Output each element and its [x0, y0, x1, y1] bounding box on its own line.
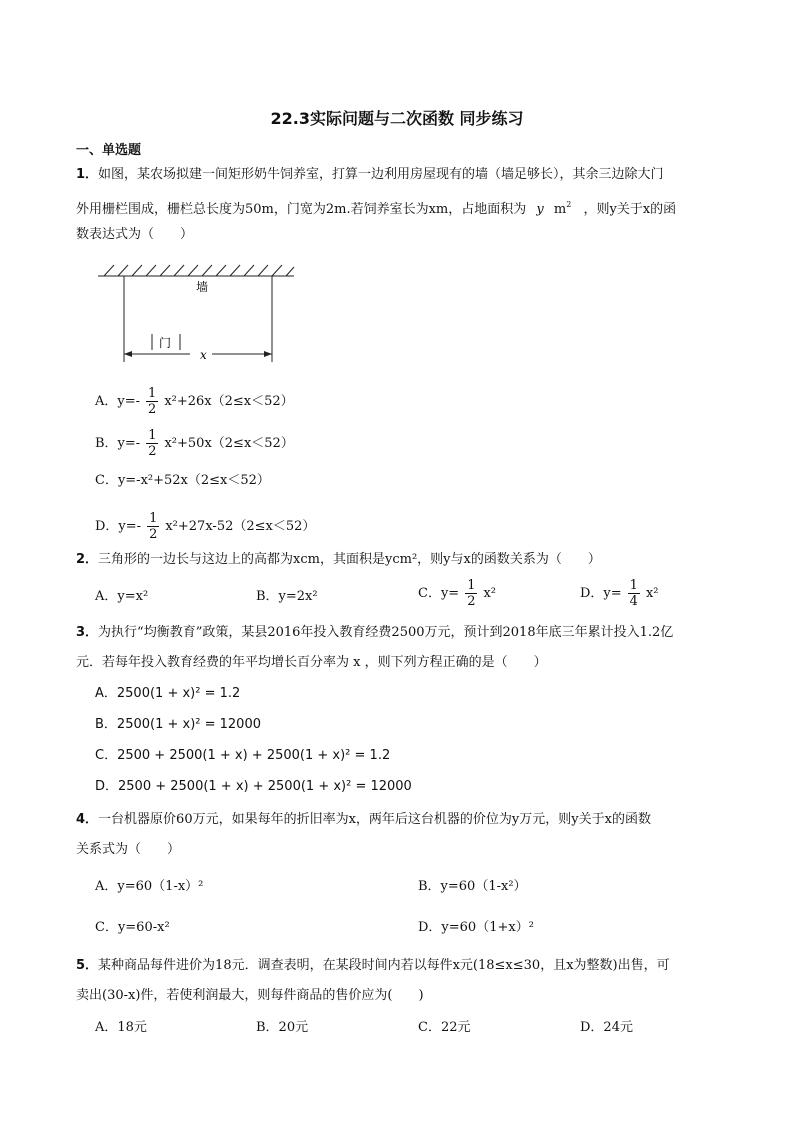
- question-1-option-b[interactable]: B．y=- $\frac{1}{2}$ x²+50x（2≤x＜52）: [95, 428, 294, 459]
- question-1-line-3: [76, 225, 193, 245]
- question-1-text-1: 如图，某农场拟建一间矩形奶牛饲养室，打算一边利用房屋现有的墙（墙足够长），其余三边除大门: [98, 167, 664, 182]
- question-1-option-d[interactable]: D．y=- $\frac{1}{2}$ x²+27x-52（2≤x＜52）: [95, 511, 316, 542]
- question-5-line-2: [76, 986, 424, 1006]
- fraction: $\frac{1}{2}$: [467, 578, 476, 609]
- question-1-figure: [96, 262, 296, 366]
- question-2-line-1: [76, 550, 601, 570]
- question-4-line-2: [76, 840, 180, 860]
- fraction: $\frac{1}{2}$: [148, 386, 157, 417]
- question-4-option-b[interactable]: B．y=60（1-x²）: [418, 879, 527, 894]
- figure-wall-label: 墙: [196, 280, 209, 294]
- question-4-text-1: 一台机器原价60万元，如果每年的折旧率为x，两年后这台机器的价位为y万元，则y关于x的函数: [98, 812, 651, 827]
- question-4-option-a[interactable]: A．y=60（1-x）²: [95, 879, 204, 894]
- question-2-option-c[interactable]: C．y= $\frac{1}{2}$ x²: [418, 578, 497, 609]
- question-4-option-d[interactable]: D．y=60（1+x）²: [418, 920, 534, 935]
- fraction: $\frac{1}{2}$: [149, 511, 158, 542]
- question-1-option-a[interactable]: A．y=- $\frac{1}{2}$ x²+26x（2≤x＜52）: [95, 386, 294, 417]
- question-3-line-2: [76, 653, 547, 673]
- question-4-text-2: 关系式为（ ）: [76, 842, 181, 857]
- question-3-text-2: 元．若每年投入教育经费的年平均增长百分率为 x ，则下列方程正确的是（ ）: [76, 655, 547, 670]
- fraction: $\frac{1}{2}$: [148, 428, 157, 459]
- question-1-line-2: [76, 195, 676, 220]
- question-5-option-b[interactable]: B．20元: [256, 1020, 309, 1035]
- question-1-text-3: 数表达式为（ ）: [76, 227, 194, 242]
- question-3-option-d[interactable]: D．2500 + 2500(1 + x) + 2500(1 + x)² = 12000: [95, 779, 412, 794]
- question-3-line-1: [76, 623, 673, 643]
- question-3-option-c[interactable]: C．2500 + 2500(1 + x) + 2500(1 + x)² = 1.2: [95, 748, 391, 763]
- question-2-text: 三角形的一边长与这边上的高都为xcm，其面积是ycm²，则y与x的函数关系为（ ）: [98, 552, 601, 567]
- question-4-option-c[interactable]: C．y=60-x²: [95, 920, 170, 935]
- question-3-option-a[interactable]: A．2500(1 + x)² = 1.2: [95, 686, 241, 701]
- question-2-number: 2．: [76, 552, 99, 567]
- question-5-option-a[interactable]: A．18元: [95, 1020, 147, 1035]
- fraction: $\frac{1}{4}$: [629, 578, 638, 609]
- question-1-text-2: 外用栅栏围成，栅栏总长度为50m，门宽为2m.若饲养室长为xm，占地面积为: [76, 202, 527, 217]
- question-1-unit-exp: 2: [566, 200, 572, 209]
- question-3-number: 3．: [76, 625, 99, 640]
- question-1-option-c[interactable]: C．y=-x²+52x（2≤x＜52）: [95, 473, 270, 488]
- arrow-right-icon: [264, 351, 272, 357]
- page-title: 22.3实际问题与二次函数 同步练习: [270, 109, 524, 128]
- question-1-unit-m: m: [553, 202, 567, 217]
- question-4-line-1: [76, 810, 651, 830]
- question-2-option-a[interactable]: A．y=x²: [95, 589, 149, 604]
- question-5-text-2: 卖出(30-x)件，若使利润最大，则每件商品的售价应为( ): [76, 988, 424, 1003]
- wall-hatching: [104, 265, 294, 276]
- question-4-number: 4．: [76, 812, 99, 827]
- question-2-option-b[interactable]: B．y=2x²: [256, 589, 318, 604]
- figure-door-label: 门: [159, 336, 172, 350]
- question-3-option-b[interactable]: B．2500(1 + x)² = 12000: [95, 717, 261, 732]
- question-1-unit-y: y: [536, 202, 544, 217]
- arrow-left-icon: [124, 351, 132, 357]
- question-1-text-2-tail: ，则y关于x的函: [583, 202, 677, 217]
- question-5-text-1: 某种商品每件进价为18元．调查表明，在某段时间内若以每件x元(18≤x≤30，且x为整数)出售，可: [98, 958, 670, 973]
- figure-x-label: x: [200, 348, 207, 362]
- question-1-number: 1．: [76, 167, 99, 182]
- question-5-option-c[interactable]: C．22元: [418, 1020, 471, 1035]
- question-2-option-d[interactable]: D．y= $\frac{1}{4}$ x²: [580, 578, 659, 609]
- question-5-option-d[interactable]: D．24元: [580, 1020, 633, 1035]
- question-5-number: 5．: [76, 958, 99, 973]
- question-1-line-1: [76, 165, 664, 185]
- question-5-line-1: [76, 956, 670, 976]
- question-3-text-1: 为执行“均衡教育”政策，某县2016年投入教育经费2500万元，预计到2018年底三年累计投入1.2亿: [98, 625, 674, 640]
- section-heading: 一、单选题: [76, 143, 142, 158]
